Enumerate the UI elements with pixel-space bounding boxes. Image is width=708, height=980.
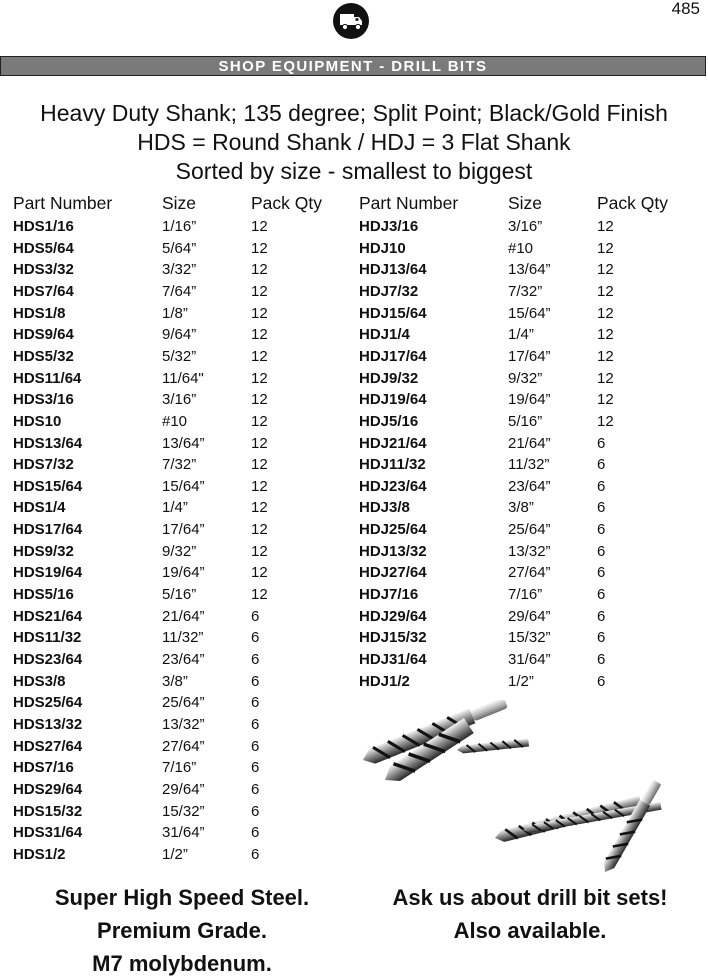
footer-right-block: [352, 881, 708, 947]
cell-size: 1/2”: [508, 672, 534, 690]
cell-part: HDS10: [13, 412, 62, 430]
cell-qty: 6: [251, 802, 260, 820]
cell-size: 31/64”: [508, 651, 551, 668]
cell-size: 13/64”: [162, 434, 205, 452]
cell-size: 5/16”: [162, 586, 197, 604]
cell-part: HDJ7/32: [359, 282, 419, 300]
cell-size: 11/64": [162, 369, 204, 387]
cell-part: HDS7/16: [13, 759, 74, 777]
cell-qty: 6: [251, 629, 260, 647]
cell-part: HDS21/64: [13, 607, 83, 625]
table-row: [359, 238, 689, 260]
table-row: [13, 303, 343, 325]
cell-part: HDS5/32: [13, 347, 74, 365]
cell-qty: 12: [251, 369, 268, 387]
table-row: [13, 584, 343, 606]
table-row: [13, 519, 343, 541]
left-col-size-header: Size: [162, 193, 197, 213]
drill-bit-2: [457, 738, 529, 753]
cell-size: 15/64”: [162, 477, 205, 495]
table-row: [359, 324, 689, 346]
cell-qty: 12: [251, 456, 268, 474]
table-row: [359, 346, 689, 368]
cell-qty: 12: [251, 412, 268, 430]
cell-size: 21/64”: [162, 607, 205, 625]
heading-line-3: Sorted by size - smallest to biggest: [175, 158, 533, 184]
cell-part: HDS19/64: [13, 564, 83, 582]
cell-part: HDJ15/32: [359, 629, 427, 647]
footer-right-line-2: Also available.: [453, 918, 607, 943]
table-row: [359, 389, 689, 411]
footer-left-block: [0, 881, 364, 980]
cell-qty: 6: [251, 607, 260, 625]
cell-qty: 6: [597, 672, 606, 690]
table-row: [13, 411, 343, 433]
table-row: [13, 649, 343, 671]
left-col-part-header: Part Number: [13, 193, 113, 213]
table-row: [13, 692, 343, 714]
cell-qty: 6: [597, 456, 606, 474]
table-row: [359, 281, 689, 303]
footer-left-line-1: Super High Speed Steel.: [54, 885, 310, 910]
cell-part: HDS27/64: [13, 737, 83, 755]
cell-size: 11/32”: [162, 629, 204, 647]
cell-part: HDJ15/64: [359, 304, 427, 322]
cell-qty: 12: [251, 542, 268, 560]
cell-part: HDS3/16: [13, 391, 74, 409]
table-row: [13, 368, 343, 390]
cell-size: 5/16”: [508, 412, 543, 430]
cell-qty: 12: [251, 282, 268, 300]
cell-size: 9/64”: [162, 326, 197, 344]
cell-size: 5/64”: [162, 239, 197, 257]
table-row: [13, 497, 343, 519]
cell-qty: 12: [597, 347, 614, 365]
cell-qty: 6: [251, 672, 260, 690]
cell-qty: 12: [251, 239, 268, 257]
cell-qty: 12: [251, 586, 268, 604]
cell-part: HDS1/4: [13, 499, 66, 517]
table-row: [13, 476, 343, 498]
cell-size: 17/64”: [508, 347, 551, 365]
cell-part: HDJ5/16: [359, 412, 419, 430]
table-row: [359, 454, 689, 476]
cell-part: HDJ9/32: [359, 369, 419, 387]
table-row: [359, 433, 689, 455]
cell-qty: 12: [251, 477, 268, 495]
table-row: [13, 714, 343, 736]
table-row: [359, 411, 689, 433]
right-col-qty-header: Pack Qty: [597, 193, 668, 213]
table-row: [359, 649, 689, 671]
cell-part: HDS3/8: [13, 672, 66, 690]
cell-part: HDJ17/64: [359, 347, 427, 365]
cell-size: 5/32”: [162, 347, 197, 365]
cell-size: 3/16”: [162, 391, 197, 409]
cell-size: 19/64”: [162, 564, 205, 582]
cell-qty: 12: [597, 218, 614, 235]
cell-part: HDJ25/64: [359, 521, 427, 539]
drill-bit-6: [600, 779, 662, 875]
table-row: [359, 627, 689, 649]
cell-qty: 12: [597, 369, 614, 387]
cell-part: HDJ13/32: [359, 542, 427, 560]
cell-qty: 6: [597, 434, 606, 452]
table-row: [359, 562, 689, 584]
cell-qty: 6: [251, 737, 260, 755]
cell-qty: 6: [251, 715, 260, 733]
cell-qty: 6: [251, 759, 260, 777]
cell-qty: 12: [251, 261, 268, 279]
cell-qty: 6: [251, 845, 260, 863]
cell-part: HDS11/64: [13, 369, 82, 387]
cell-part: HDS29/64: [13, 780, 83, 798]
cell-size: 3/32”: [162, 261, 197, 279]
cell-part: HDS1/8: [13, 304, 66, 322]
cell-size: 19/64”: [508, 391, 551, 409]
cell-qty: 6: [251, 651, 260, 668]
cell-size: 13/32”: [508, 542, 551, 560]
heading-line-2: HDS = Round Shank / HDJ = 3 Flat Shank: [137, 129, 571, 155]
cell-qty: 12: [251, 521, 268, 539]
cell-part: HDS5/16: [13, 586, 74, 604]
cell-qty: 6: [597, 651, 606, 668]
cell-part: HDJ1/4: [359, 326, 410, 344]
cell-size: 7/64”: [162, 282, 197, 300]
cell-size: 31/64”: [162, 824, 205, 842]
right-col-size-header: Size: [508, 193, 543, 213]
table-row: [13, 736, 343, 758]
cell-part: HDJ3/16: [359, 218, 419, 235]
cell-qty: 12: [251, 434, 268, 452]
cell-size: 1/8”: [162, 304, 188, 322]
cell-qty: 12: [597, 282, 614, 300]
cell-part: HDJ10: [359, 239, 406, 257]
table-row: [359, 216, 689, 238]
cell-size: 29/64”: [162, 780, 205, 798]
cell-qty: 12: [251, 347, 268, 365]
cell-part: HDS7/64: [13, 282, 74, 300]
cell-qty: 12: [597, 326, 614, 344]
cell-qty: 6: [251, 694, 260, 712]
cell-size: #10: [162, 412, 188, 430]
cell-size: 7/32”: [508, 282, 543, 300]
cell-qty: 12: [251, 218, 268, 235]
heading-line-1: Heavy Duty Shank; 135 degree; Split Point; Black/Gold Finish: [40, 100, 668, 126]
cell-part: HDS1/2: [13, 845, 66, 863]
cell-size: #10: [508, 239, 534, 257]
cell-size: 3/16”: [508, 218, 543, 235]
cell-size: 3/8”: [508, 499, 534, 517]
cell-part: HDJ29/64: [359, 607, 427, 625]
left-col-qty-header: Pack Qty: [251, 193, 322, 213]
cell-size: 13/32”: [162, 715, 205, 733]
cell-part: HDJ21/64: [359, 434, 427, 452]
table-row: [359, 497, 689, 519]
table-row: [13, 541, 343, 563]
cell-part: HDS9/32: [13, 542, 74, 560]
cell-qty: 6: [597, 564, 606, 582]
table-row: [13, 346, 343, 368]
cell-qty: 6: [597, 521, 606, 539]
table-row: [359, 541, 689, 563]
table-row: [13, 216, 343, 238]
cell-part: HDS5/64: [13, 239, 74, 257]
cell-size: 17/64”: [162, 521, 205, 539]
table-row: [359, 368, 689, 390]
cell-qty: 12: [597, 391, 614, 409]
cell-part: HDS15/32: [13, 802, 83, 820]
cell-part: HDS3/32: [13, 261, 74, 279]
cell-qty: 12: [597, 261, 614, 279]
cell-size: 1/2”: [162, 845, 188, 863]
cell-qty: 12: [251, 499, 268, 517]
table-row: [13, 324, 343, 346]
cell-part: HDJ7/16: [359, 586, 419, 604]
table-row: [13, 671, 343, 693]
table-row: [13, 389, 343, 411]
page-number: 485: [671, 0, 700, 18]
cell-qty: 12: [251, 391, 268, 409]
cell-part: HDJ27/64: [359, 564, 427, 582]
table-row: [13, 238, 343, 260]
cell-qty: 12: [251, 326, 268, 344]
cell-size: 25/64”: [508, 521, 551, 539]
cell-size: 9/32”: [508, 369, 543, 387]
table-row: [359, 584, 689, 606]
footer-left-line-3: M7 molybdenum.: [92, 951, 272, 976]
cell-size: 25/64”: [162, 694, 205, 712]
footer-right-line-1: Ask us about drill bit sets!: [392, 885, 668, 910]
table-row: [13, 627, 343, 649]
cell-size: 1/4”: [508, 326, 534, 344]
cell-size: 15/32”: [162, 802, 205, 820]
cell-qty: 12: [251, 564, 268, 582]
cell-part: HDJ3/8: [359, 499, 410, 517]
section-banner: SHOP EQUIPMENT - DRILL BITS: [0, 56, 706, 76]
cell-size: 27/64”: [162, 737, 205, 755]
cell-part: HDJ13/64: [359, 261, 427, 279]
table-row: [359, 259, 689, 281]
cell-size: 15/64”: [508, 304, 551, 322]
cell-part: HDS11/32: [13, 629, 82, 647]
table-row: [13, 606, 343, 628]
cell-size: 23/64”: [162, 651, 205, 668]
cell-qty: 6: [597, 542, 606, 560]
cell-part: HDJ11/32: [359, 456, 426, 474]
cell-size: 15/32”: [508, 629, 551, 647]
table-row: [13, 259, 343, 281]
table-row: [13, 281, 343, 303]
cell-part: HDS13/32: [13, 715, 83, 733]
cell-part: HDS17/64: [13, 521, 83, 539]
cell-size: 7/16”: [162, 759, 197, 777]
cell-part: HDS15/64: [13, 477, 83, 495]
cell-part: HDS9/64: [13, 326, 74, 344]
cell-part: HDS1/16: [13, 218, 74, 235]
cell-qty: 6: [597, 629, 606, 647]
cell-part: HDS25/64: [13, 694, 83, 712]
table-row: [13, 822, 343, 844]
table-row: [359, 519, 689, 541]
cell-size: 11/32”: [508, 456, 550, 474]
cell-qty: 12: [597, 239, 614, 257]
cell-part: HDS13/64: [13, 434, 83, 452]
cell-qty: 6: [251, 780, 260, 798]
table-row: [13, 801, 343, 823]
table-row: [13, 757, 343, 779]
table-row: [359, 303, 689, 325]
cell-size: 29/64”: [508, 607, 551, 625]
cell-qty: 12: [251, 304, 268, 322]
cell-qty: 6: [597, 607, 606, 625]
table-row: [13, 562, 343, 584]
cell-size: 27/64”: [508, 564, 551, 582]
cell-qty: 6: [251, 824, 260, 842]
cell-qty: 6: [597, 499, 606, 517]
cell-part: HDJ31/64: [359, 651, 427, 668]
table-row: [359, 476, 689, 498]
footer-left-line-2: Premium Grade.: [97, 918, 267, 943]
drill-bits-illustration: [355, 700, 695, 880]
cell-part: HDS23/64: [13, 651, 83, 668]
table-row: [359, 606, 689, 628]
table-row: [13, 779, 343, 801]
right-col-part-header: Part Number: [359, 193, 459, 213]
cell-size: 7/32”: [162, 456, 197, 474]
cell-part: HDS31/64: [13, 824, 83, 842]
cell-qty: 6: [597, 586, 606, 604]
table-row: [359, 671, 689, 693]
table-row: [13, 454, 343, 476]
cell-qty: 6: [597, 477, 606, 495]
cell-qty: 12: [597, 304, 614, 322]
truck-logo-icon: [333, 3, 369, 39]
table-row: [13, 844, 343, 866]
cell-qty: 12: [597, 412, 614, 430]
cell-size: 7/16”: [508, 586, 543, 604]
table-row: [13, 433, 343, 455]
cell-size: 23/64”: [508, 477, 551, 495]
cell-size: 21/64”: [508, 434, 551, 452]
cell-size: 9/32”: [162, 542, 197, 560]
cell-part: HDJ23/64: [359, 477, 427, 495]
cell-size: 13/64”: [508, 261, 551, 279]
cell-part: HDJ19/64: [359, 391, 427, 409]
cell-size: 3/8”: [162, 672, 188, 690]
cell-size: 1/4”: [162, 499, 188, 517]
cell-part: HDS7/32: [13, 456, 74, 474]
cell-size: 1/16”: [162, 218, 197, 235]
cell-part: HDJ1/2: [359, 672, 410, 690]
